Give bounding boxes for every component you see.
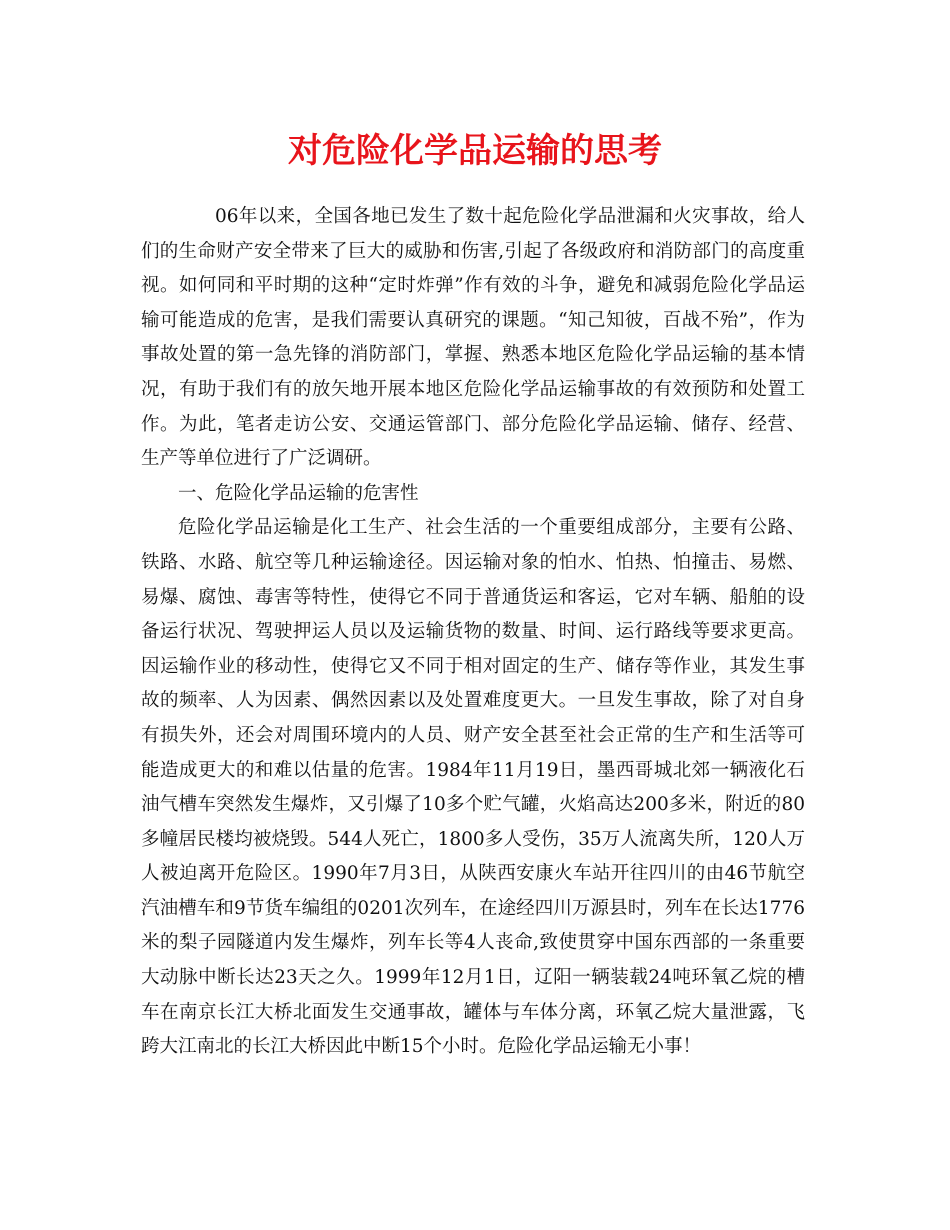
document-title: 对危险化学品运输的思考 [288,131,662,171]
paragraph-hazards: 危险化学品运输是化工生产、社会生活的一个重要组成部分，主要有公路、铁路、水路、航空等几种运输途径。因运输对象的怕水、怕热、怕撞击、易燃、易爆、腐蚀、毒害等特性，使得它不同于普通货运和客运，它对车辆、船舶的设备运行状况、驾驶押运人员以及运输货物的数量、时间、运行路线等要求更高。因运输作业的移动性，使得它又不同于相对固定的生产、储存等作业，其发生事故的频率、人为因素、偶然因素以及处置难度更大。一旦发生事故，除了对自身有损失外，还会对周围环境内的人员、财产安全甚至社会正常的生产和生活等可能造成更大的和难以估量的危害。1984年11月19日，墨西哥城北郊一辆液化石油气槽车突然发生爆炸，又引爆了10多个贮气罐，火焰高达200多米，附近的80多幢居民楼均被烧毁。544人死亡，1800多人受伤，35万人流离失所，120人万人被迫离开危险区。1990年7月3日，从陕西安康火车站开往四川的由46节航空汽油槽车和9节货车编组的0201次列车，在途经四川万源县时，列车在长达1776米的梨子园隧道内发生爆炸，列车长等4人丧命,致使贯穿中国东西部的一条重要大动脉中断长达23天之久。1999年12月1日，辽阳一辆装载24吨环氧乙烷的槽车在南京长江大桥北面发生交通事故，罐体与车体分离，环氧乙烷大量泄露，飞跨大江南北的长江大桥因此中断15个小时。危险化学品运输无小事！ [141,517,805,1058]
document-body [141,200,805,1065]
paragraph-intro: 06年以来，全国各地已发生了数十起危险化学品泄漏和火灾事故，给人们的生命财产安全带来了巨大的威胁和伤害,引起了各级政府和消防部门的高度重视。如何同和平时期的这种“定时炸弹”作有效的斗争，避免和减弱危险化学品运输可能造成的危害，是我们需要认真研究的课题。“知己知彼，百战不殆”，作为事故处置的第一急先锋的消防部门，掌握、熟悉本地区危险化学品运输的基本情况，有助于我们有的放矢地开展本地区危险化学品运输事故的有效预防和处置工作。为此，笔者走访公安、交通运管部门、部分危险化学品运输、储存、经营、生产等单位进行了广泛调研。 [141,206,805,470]
section-heading: 一、危险化学品运输的危害性 [178,482,419,504]
